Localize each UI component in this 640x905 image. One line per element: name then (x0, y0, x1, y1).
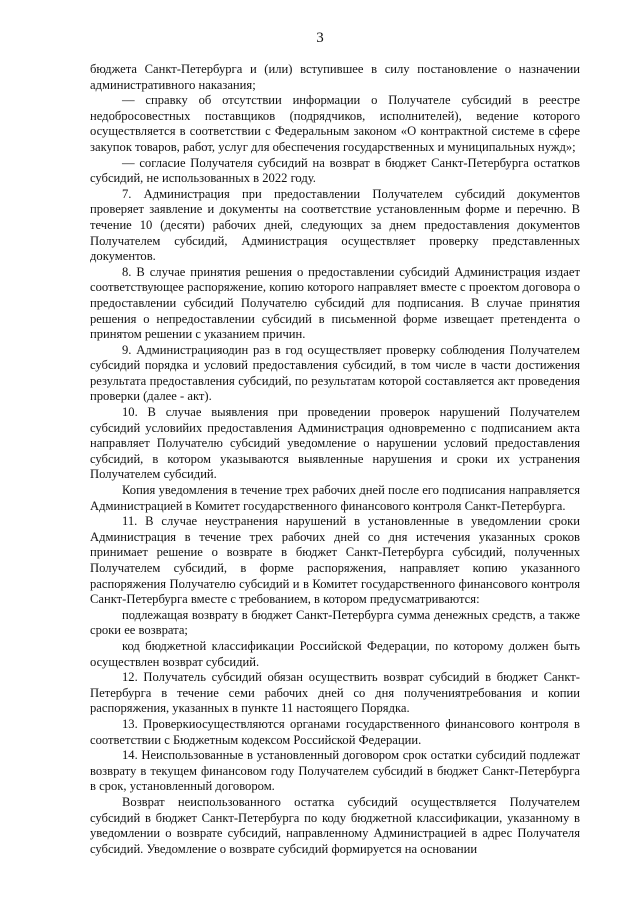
paragraph-11-code: код бюджетной классификации Российской Федерации, по которому должен быть осуществлен возврат субсидий. (90, 638, 580, 669)
paragraph-11: 11. В случае неустранения нарушений в установленные в уведомлении сроки Администрация в течение трех рабочих дней со дня истечения указанных сроков принимает решение о возврате в бюджет Санкт-Петербурга субсидий, полученных Получателем субсидий, в форме распоряжения, направляет копию указанного распоряжения Получателю субсидий и в Комитет государственного финансового контроля Санкт-Петербурга вместе с требованием, в котором предусматриваются: (90, 514, 580, 607)
paragraph-12: 12. Получатель субсидий обязан осуществить возврат субсидий в бюджет Санкт-Петербурга в течение семи рабочих дней со дня получениятребования и копии распоряжения, указанных в пункте 11 настоящего Порядка. (90, 670, 580, 716)
paragraph-10-copy: Копия уведомления в течение трех рабочих дней после его подписания направляется Администрацией в Комитет государственного финансового контроля Санкт-Петербурга. (90, 483, 580, 513)
document-body (90, 62, 580, 857)
paragraph-9: 9. Администрацияодин раз в год осуществляет проверку соблюдения Получателем субсидий порядка и условий предоставления субсидий, в том числе в части достижения результата предоставления субсидий, по результатам которой составляется акт проведения проверки (далее - акт). (90, 342, 580, 404)
paragraph-dash-registry-certificate: — справку об отсутствии информации о Получателе субсидий в реестре недобросовестных поставщиков (подрядчиков, исполнителей), ведение которого осуществляется в соответствии с Федеральным законом «О контрактной системе в сфере закупок товаров, работ, услуг для обеспечения государственных и муниципальных нужд»; (90, 93, 580, 154)
paragraph-14: 14. Неиспользованные в установленный договором срок остатки субсидий подлежат возврату в текущем финансовом году Получателем субсидий в бюджет Санкт-Петербурга в срок, установленный договором. (90, 748, 580, 794)
paragraph-13: 13. Проверкиосуществляются органами государственного финансового контроля в соответствии с Бюджетным кодексом Российской Федерации. (90, 716, 580, 747)
paragraph-continuation: бюджета Санкт-Петербурга и (или) вступившее в силу постановление о назначении административного наказания; (90, 62, 580, 92)
paragraph-10: 10. В случае выявления при проведении проверок нарушений Получателем субсидий условийих предоставления Администрация одновременно с подписанием акта направляет Получателю субсидий уведомление о нарушении условий предоставления субсидий, в котором указываются выявленные нарушения и сроки их устранения Получателем субсидий. (90, 405, 580, 482)
paragraph-14-return: Возврат неиспользованного остатка субсидий осуществляется Получателем субсидий в бюджет Санкт-Петербурга по коду бюджетной классификации, указанному в уведомлении о возврате субсидий, направленному Администрацией в адрес Получателя субсидий. Уведомление о возврате субсидий формируется на основании (90, 794, 580, 856)
page-number: 3 (316, 30, 324, 46)
paragraph-dash-consent: — согласие Получателя субсидий на возврат в бюджет Санкт-Петербурга остатков субсидий, не использованных в 2022 году. (90, 155, 580, 186)
paragraph-7: 7. Администрация при предоставлении Получателем субсидий документов проверяет заявление и документы на соответствие установленным форме и перечню. В течение 10 (десяти) рабочих дней, следующих за днем предоставления документов Получателем субсидий, Администрация осуществляет проверку представленных документов. (90, 186, 580, 264)
paragraph-11-amount: подлежащая возврату в бюджет Санкт-Петербурга сумма денежных средств, а также сроки ее возврата; (90, 607, 580, 638)
paragraph-8: 8. В случае принятия решения о предоставлении субсидий Администрация издает соответствующее распоряжение, копию которого направляет вместе с проектом договора о предоставлении субсидий Получателю субсидий для подписания. В случае принятия решения о непредоставлении субсидий в письменной форме извещает претендента о принятом решении с указанием причин. (90, 264, 580, 342)
